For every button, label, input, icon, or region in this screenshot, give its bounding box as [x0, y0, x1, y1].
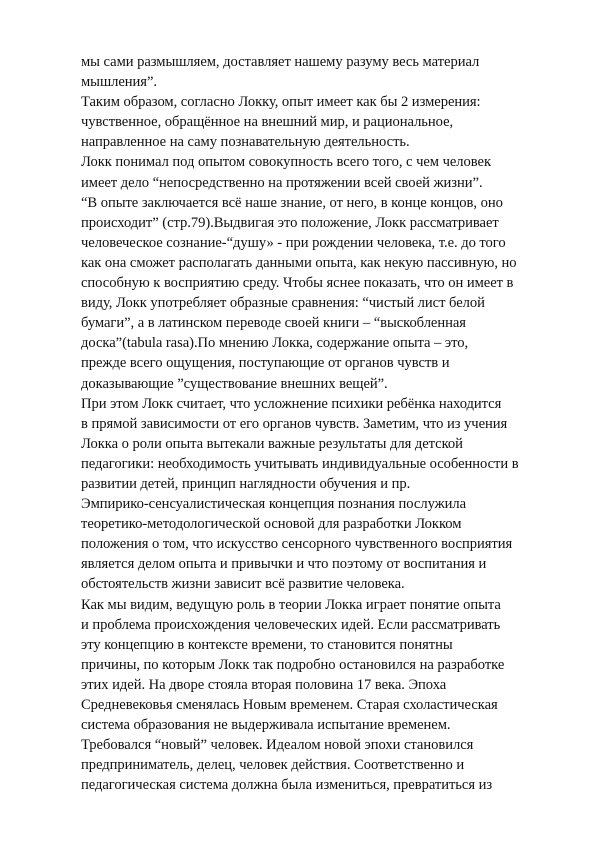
- text-line: является делом опыта и привычки и что поэтому от воспитания и: [81, 556, 487, 573]
- text-line: направленное на саму познавательную деятельность.: [81, 134, 410, 151]
- text-line: способную к восприятию среду. Чтобы яснее показать, что он имеет в: [81, 275, 514, 292]
- text-line: эту концепцию в контексте времени, то становится понятны: [81, 636, 453, 653]
- text-line: теоретико-методологической основой для разработки Локком: [81, 516, 462, 533]
- text-line: мы сами размышляем, доставляет нашему разуму весь материал: [81, 54, 480, 70]
- text-line: Требовался “новый” человек. Идеалом новой эпохи становился: [81, 737, 474, 754]
- text-line: обстоятельств жизни зависит всё развитие человека.: [81, 576, 405, 593]
- text-line: виду, Локк употребляет образные сравнения: “чистый лист белой: [81, 295, 485, 312]
- text-line: чувственное, обращённое на внешний мир, и рациональное,: [81, 114, 454, 131]
- text-line: Локк понимал под опытом совокупность всего того, с чем человек: [81, 154, 491, 171]
- text-line: педагогики: необходимость учитывать индивидуальные особенности в: [81, 455, 519, 472]
- text-line: мышления”.: [81, 74, 157, 91]
- text-line: развитии детей, принцип наглядности обучения и пр.: [81, 475, 411, 492]
- text-line: При этом Локк считает, что усложнение психики ребёнка находится: [81, 395, 502, 412]
- text-line: бумаги”, а в латинском переводе своей книги – “выскобленная: [81, 315, 466, 332]
- text-line: Локка о роли опыта вытекали важные результаты для детской: [81, 435, 463, 452]
- text-line: доказывающие ”существование внешних вещей”.: [81, 375, 388, 392]
- text-line: в прямой зависимости от его органов чувств. Заметим, что из учения: [81, 415, 508, 432]
- text-line: Как мы видим, ведущую роль в теории Локка играет понятие опыта: [81, 596, 501, 613]
- text-line: прежде всего ощущения, поступающие от органов чувств и: [81, 355, 450, 372]
- text-line: этих идей. На дворе стояла вторая половина 17 века. Эпоха: [81, 676, 447, 693]
- text-line: человеческое сознание-“душу» - при рождении человека, т.е. до того: [81, 234, 506, 251]
- text-line: Эмпирико-сенсуалистическая концепция познания послужила: [81, 496, 467, 513]
- text-line: доска”(tabula rasa).По мнению Локка, содержание опыта – это,: [81, 335, 469, 352]
- text-line: положения о том, что искусство сенсорного чувственного восприятия: [81, 536, 513, 553]
- text-line: “В опыте заключается всё наше знание, от него, в конце концов, оно: [81, 194, 503, 211]
- text-line: происходит” (стр.79).Выдвигая это положение, Локк рассматривает: [81, 214, 499, 231]
- text-line: и проблема происхождения человеческих идей. Если рассматривать: [81, 616, 501, 633]
- text-line: система образования не выдерживала испытание временем.: [81, 717, 451, 734]
- text-line: Средневековья сменялась Новым временем. Старая схоластическая: [81, 697, 498, 713]
- text-line: Таким образом, согласно Локку, опыт имеет как бы 2 измерения:: [81, 94, 481, 111]
- text-line: причины, по которым Локк так подробно остановился на разработке: [81, 656, 505, 673]
- text-line: как она сможет располагать данными опыта, как некую пассивную, но: [81, 254, 517, 271]
- text-line: предприниматель, делец, человек действия. Соответственно и: [81, 757, 465, 774]
- text-line: педагогическая система должна была измениться, превратиться из: [81, 777, 493, 794]
- text-line: имеет дело “непосредственно на протяжении всей своей жизни”.: [81, 174, 483, 191]
- body-text: [81, 52, 551, 795]
